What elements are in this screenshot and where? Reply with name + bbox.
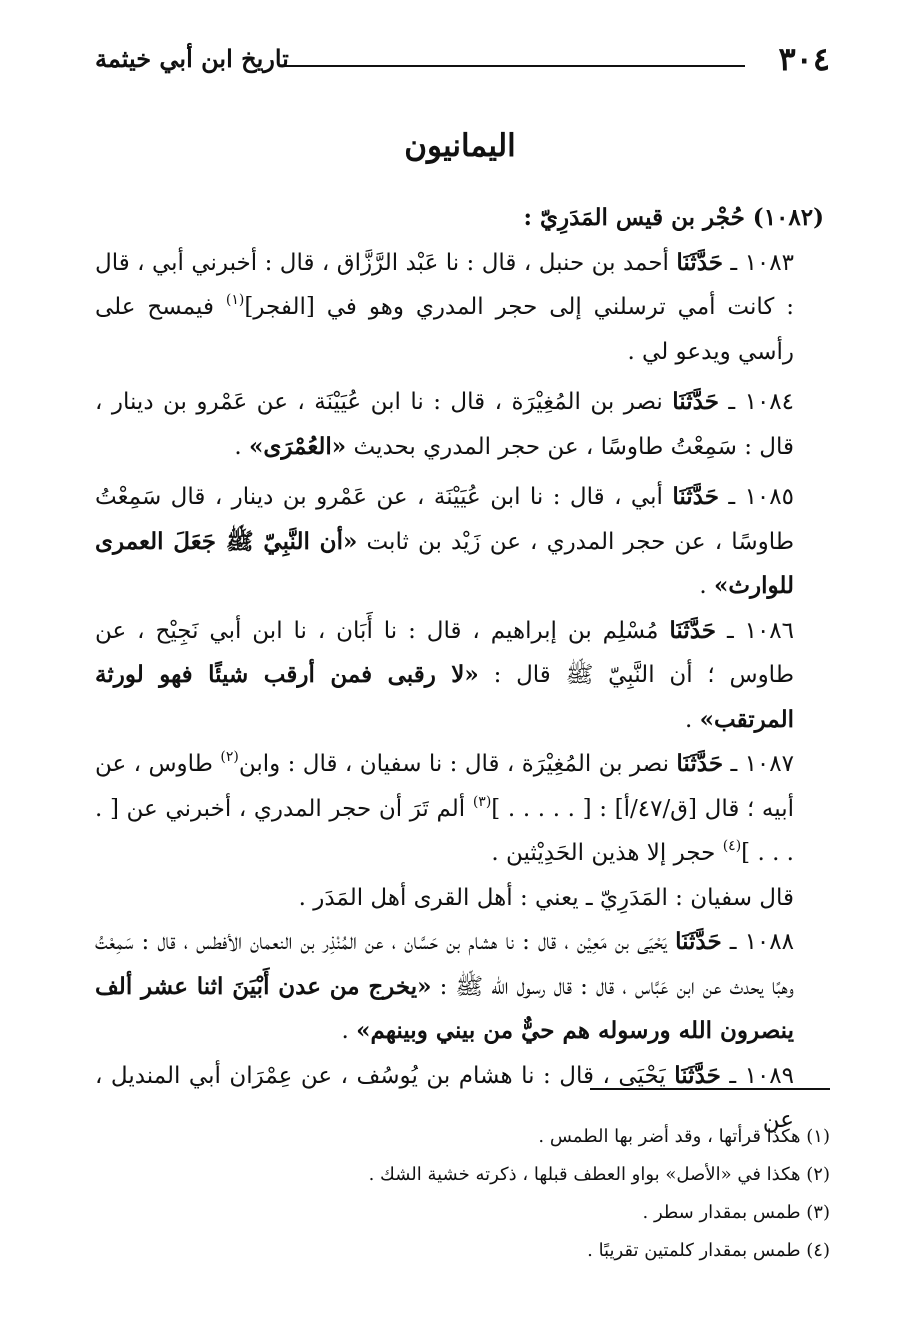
hadith-end: .	[234, 433, 242, 460]
narration-keyword: حَدَّثَنَا	[675, 928, 722, 955]
footnote: (٤) طمس بمقدار كلمتين تقريبًا .	[587, 1240, 830, 1261]
hadith-text: ألم تَرَ أن حجر المدري ، أخبرني عن [ . . . . ]	[95, 795, 794, 866]
hadith-text: فيمسح على رأسي ويدعو لي .	[95, 294, 794, 365]
footnote: (٣) طمس بمقدار سطر .	[642, 1202, 830, 1223]
hadith-number: ١٠٨٩ ـ	[729, 1062, 795, 1089]
hadith-1083	[95, 241, 830, 375]
footnotes	[95, 1118, 830, 1270]
narration-keyword: حَدَّثَنَا	[676, 750, 724, 777]
footnote-marker: (٢)	[220, 749, 239, 766]
footnote-marker: (٣)	[472, 793, 492, 810]
narration-keyword: حَدَّثَنَا	[676, 248, 723, 276]
body-text	[95, 196, 830, 1143]
hadith-text: أحمد بن حنبل ، قال : نا عَبْد الرَّزَّاق ، قال : أخبرني أبي ، قال : كانت أمي ترسلني إلى حجر المدري وهو في [الفجر]	[95, 249, 794, 320]
hadith-text: طاوس ، عن أبيه ؛ قال [ق/٤٧/أ] : [ . . . . . ]	[95, 751, 794, 822]
hadith-text: أبي ، قال : نا ابن عُيَيْنَة ، عن عَمْرو بن دينار ، قال سَمِعْتُ طاوسًا ، عن حجر المدري ، عن زَيْد بن ثابت	[95, 484, 795, 555]
hadith-text: نصر بن المُغِيْرَة ، قال : نا سفيان ، قال : وابن	[238, 751, 669, 777]
page-number: ٣٠٤	[778, 40, 830, 78]
hadith-number: ١٠٨٣ ـ	[730, 249, 794, 276]
hadith-end: .	[684, 706, 693, 733]
hadith-text: نصر بن المُغِيْرَة ، قال : نا ابن عُيَيْنَة ، عن عَمْرو بن دينار ، قال : سَمِعْتُ طاوسًا ، عن حجر المدري بحديث	[95, 389, 794, 460]
hadith-1085	[95, 475, 830, 609]
narration-keyword: حَدَّثَنَا	[674, 1061, 721, 1089]
hadith-1086	[95, 609, 830, 743]
hadith-quote: «يخرج من عدن أَبْيَنَ اثنا عشر ألف ينصرون الله ورسوله هم حيٌّ من بيني وبينهم»	[95, 972, 794, 1044]
header-rule	[285, 65, 745, 67]
footnote-marker: (٤)	[722, 838, 742, 855]
hadith-1087	[95, 742, 830, 876]
hadith-quote: «أن النَّبِيّ ﷺ جَعَلَ العمرى للوارث»	[95, 527, 794, 599]
hadith-text: مُسْلِم بن إبراهيم ، قال : نا أَبَان ، نا ابن أبي نَجِيْح ، عن طاوس ؛ أن النَّبِيّ ﷺ قال :	[95, 617, 794, 688]
hadith-1088	[95, 920, 830, 1054]
narration-keyword: حَدَّثَنَا	[669, 616, 717, 644]
hadith-number: ١٠٨٨ ـ	[729, 929, 794, 955]
hadith-number: ١٠٨٤ ـ	[728, 389, 795, 415]
narration-keyword: حَدَّثَنَا	[672, 483, 719, 510]
footnote-marker: (١)	[225, 292, 245, 309]
hadith-quote: «العُمْرَى»	[248, 432, 347, 460]
hadith-number: ١٠٨٥ ـ	[728, 484, 794, 510]
hadith-end: .	[699, 573, 707, 599]
sufyan-note: قال سفيان : المَدَرِيّ ـ يعني : أهل القرى أهل المَدَر .	[298, 884, 794, 911]
hadith-quote: «لا رقبى فمن أرقب شيئًا فهو لورثة المرتقب»	[95, 661, 794, 733]
section-title: اليمانيون	[404, 128, 516, 164]
footnote-rule	[590, 1088, 830, 1090]
hadith-text: حجر إلا هذين الحَدِيْثين .	[491, 840, 716, 866]
hadith-text: يَحْيَى ، قال : نا هشام بن يُوسُف ، عن عِمْرَان أبي المنديل ، عن	[95, 1062, 794, 1133]
footnote: (١) هكذا قرأتها ، وقد أضر بها الطمس .	[538, 1126, 830, 1147]
hadith-number: ١٠٨٧ ـ	[730, 751, 794, 777]
hadith-text: يَحْيَى بن مَعِيْن ، قال : نا هشام بن حَسَّان ، عن المُنْذِر بن النعمان الأفطس ، قال : سَمِعْتُ وهبًا يحدث عن ابن عَبَّاس ، قال : قال رسول الله ﷺ :	[95, 929, 794, 1000]
hadith-number: ١٠٨٦ ـ	[726, 617, 795, 644]
hadith-1084	[95, 380, 830, 469]
footnote: (٢) هكذا في «الأصل» بواو العطف قبلها ، ذكرته خشية الشك .	[368, 1164, 830, 1185]
entry-heading-1082: (١٠٨٢) حُجْر بن قيس المَدَرِيّ :	[523, 204, 824, 231]
running-title: تاريخ ابن أبي خيثمة	[95, 44, 289, 73]
hadith-end: .	[341, 1018, 349, 1044]
page-header	[95, 40, 830, 90]
narration-keyword: حَدَّثَنَا	[672, 388, 719, 415]
